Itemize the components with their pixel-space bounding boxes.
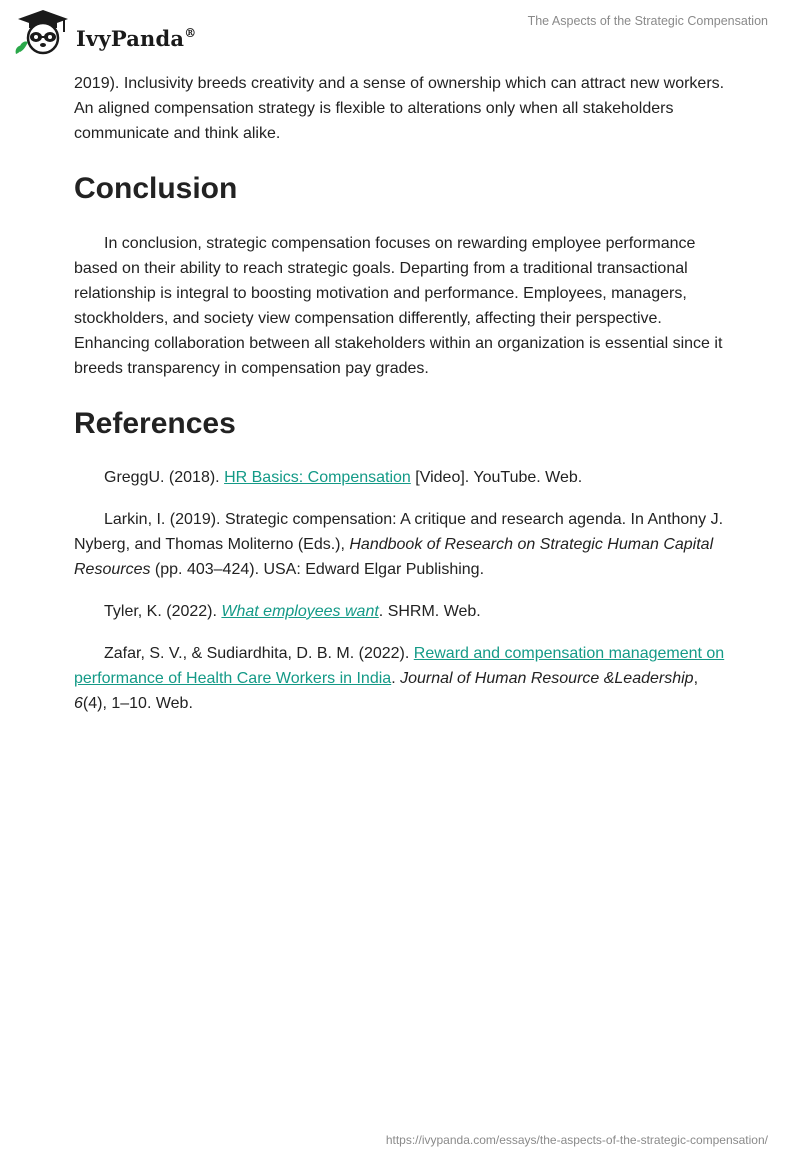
reference-item: Tyler, K. (2022). What employees want. SHRM. Web.: [104, 603, 481, 620]
brand-logo[interactable]: [14, 8, 204, 60]
reference-link-reward-compensation[interactable]: Reward and compensation management on performance of Health Care Workers in India: [74, 645, 725, 687]
reference-item: GreggU. (2018). HR Basics: Compensation [Video]. YouTube. Web.: [104, 469, 583, 486]
panda-logo-icon: [14, 8, 72, 56]
reference-volume: 6: [74, 695, 83, 712]
references-heading: References: [74, 407, 236, 440]
page-header: [0, 0, 800, 70]
brand-name: IvyPanda®: [76, 26, 197, 51]
reference-item: Larkin, I. (2019). Strategic compensation: A critique and research agenda. In Anthony J. Nyberg, and Thomas Moliterno (Eds.), Handbook of Research on Strategic Human Capital Resources (pp. 403–424). USA: Edward Elgar Publishing.: [74, 511, 724, 578]
document-title: The Aspects of the Strategic Compensation: [527, 14, 768, 28]
reference-book-title: Handbook of Research on Strategic Human Capital Resources: [74, 536, 714, 578]
conclusion-heading: Conclusion: [74, 172, 238, 205]
reference-link-what-employees-want[interactable]: What employees want: [221, 603, 379, 620]
reference-link-hr-basics[interactable]: HR Basics: Compensation: [224, 469, 411, 486]
conclusion-paragraph: In conclusion, strategic compensation focuses on rewarding employee performance based on their ability to reach strategic goals. Departing from a traditional transactional relationship is integral to boosting motivation and performance. Employees, managers, stockholders, and society view compensation differently, affecting their perspective. Enhancing collaboration between all stakeholders within an organization is essential since it breeds transparency in compensation pay grades.: [74, 235, 723, 377]
source-url[interactable]: https://ivypanda.com/essays/the-aspects-of-the-strategic-compensation/: [385, 1133, 768, 1147]
intro-paragraph: 2019). Inclusivity breeds creativity and a sense of ownership which can attract new workers. An aligned compensation strategy is flexible to alterations only when all stakeholders communicate and think alike.: [74, 75, 725, 142]
reference-item: Zafar, S. V., & Sudiardhita, D. B. M. (2022). Reward and compensation management on performance of Health Care Workers in India. Journal of Human Resource &Leadership, 6(4), 1–10. Web.: [74, 645, 725, 712]
essay-content: [74, 71, 734, 733]
reference-journal-title: Journal of Human Resource &Leadership: [400, 670, 694, 687]
